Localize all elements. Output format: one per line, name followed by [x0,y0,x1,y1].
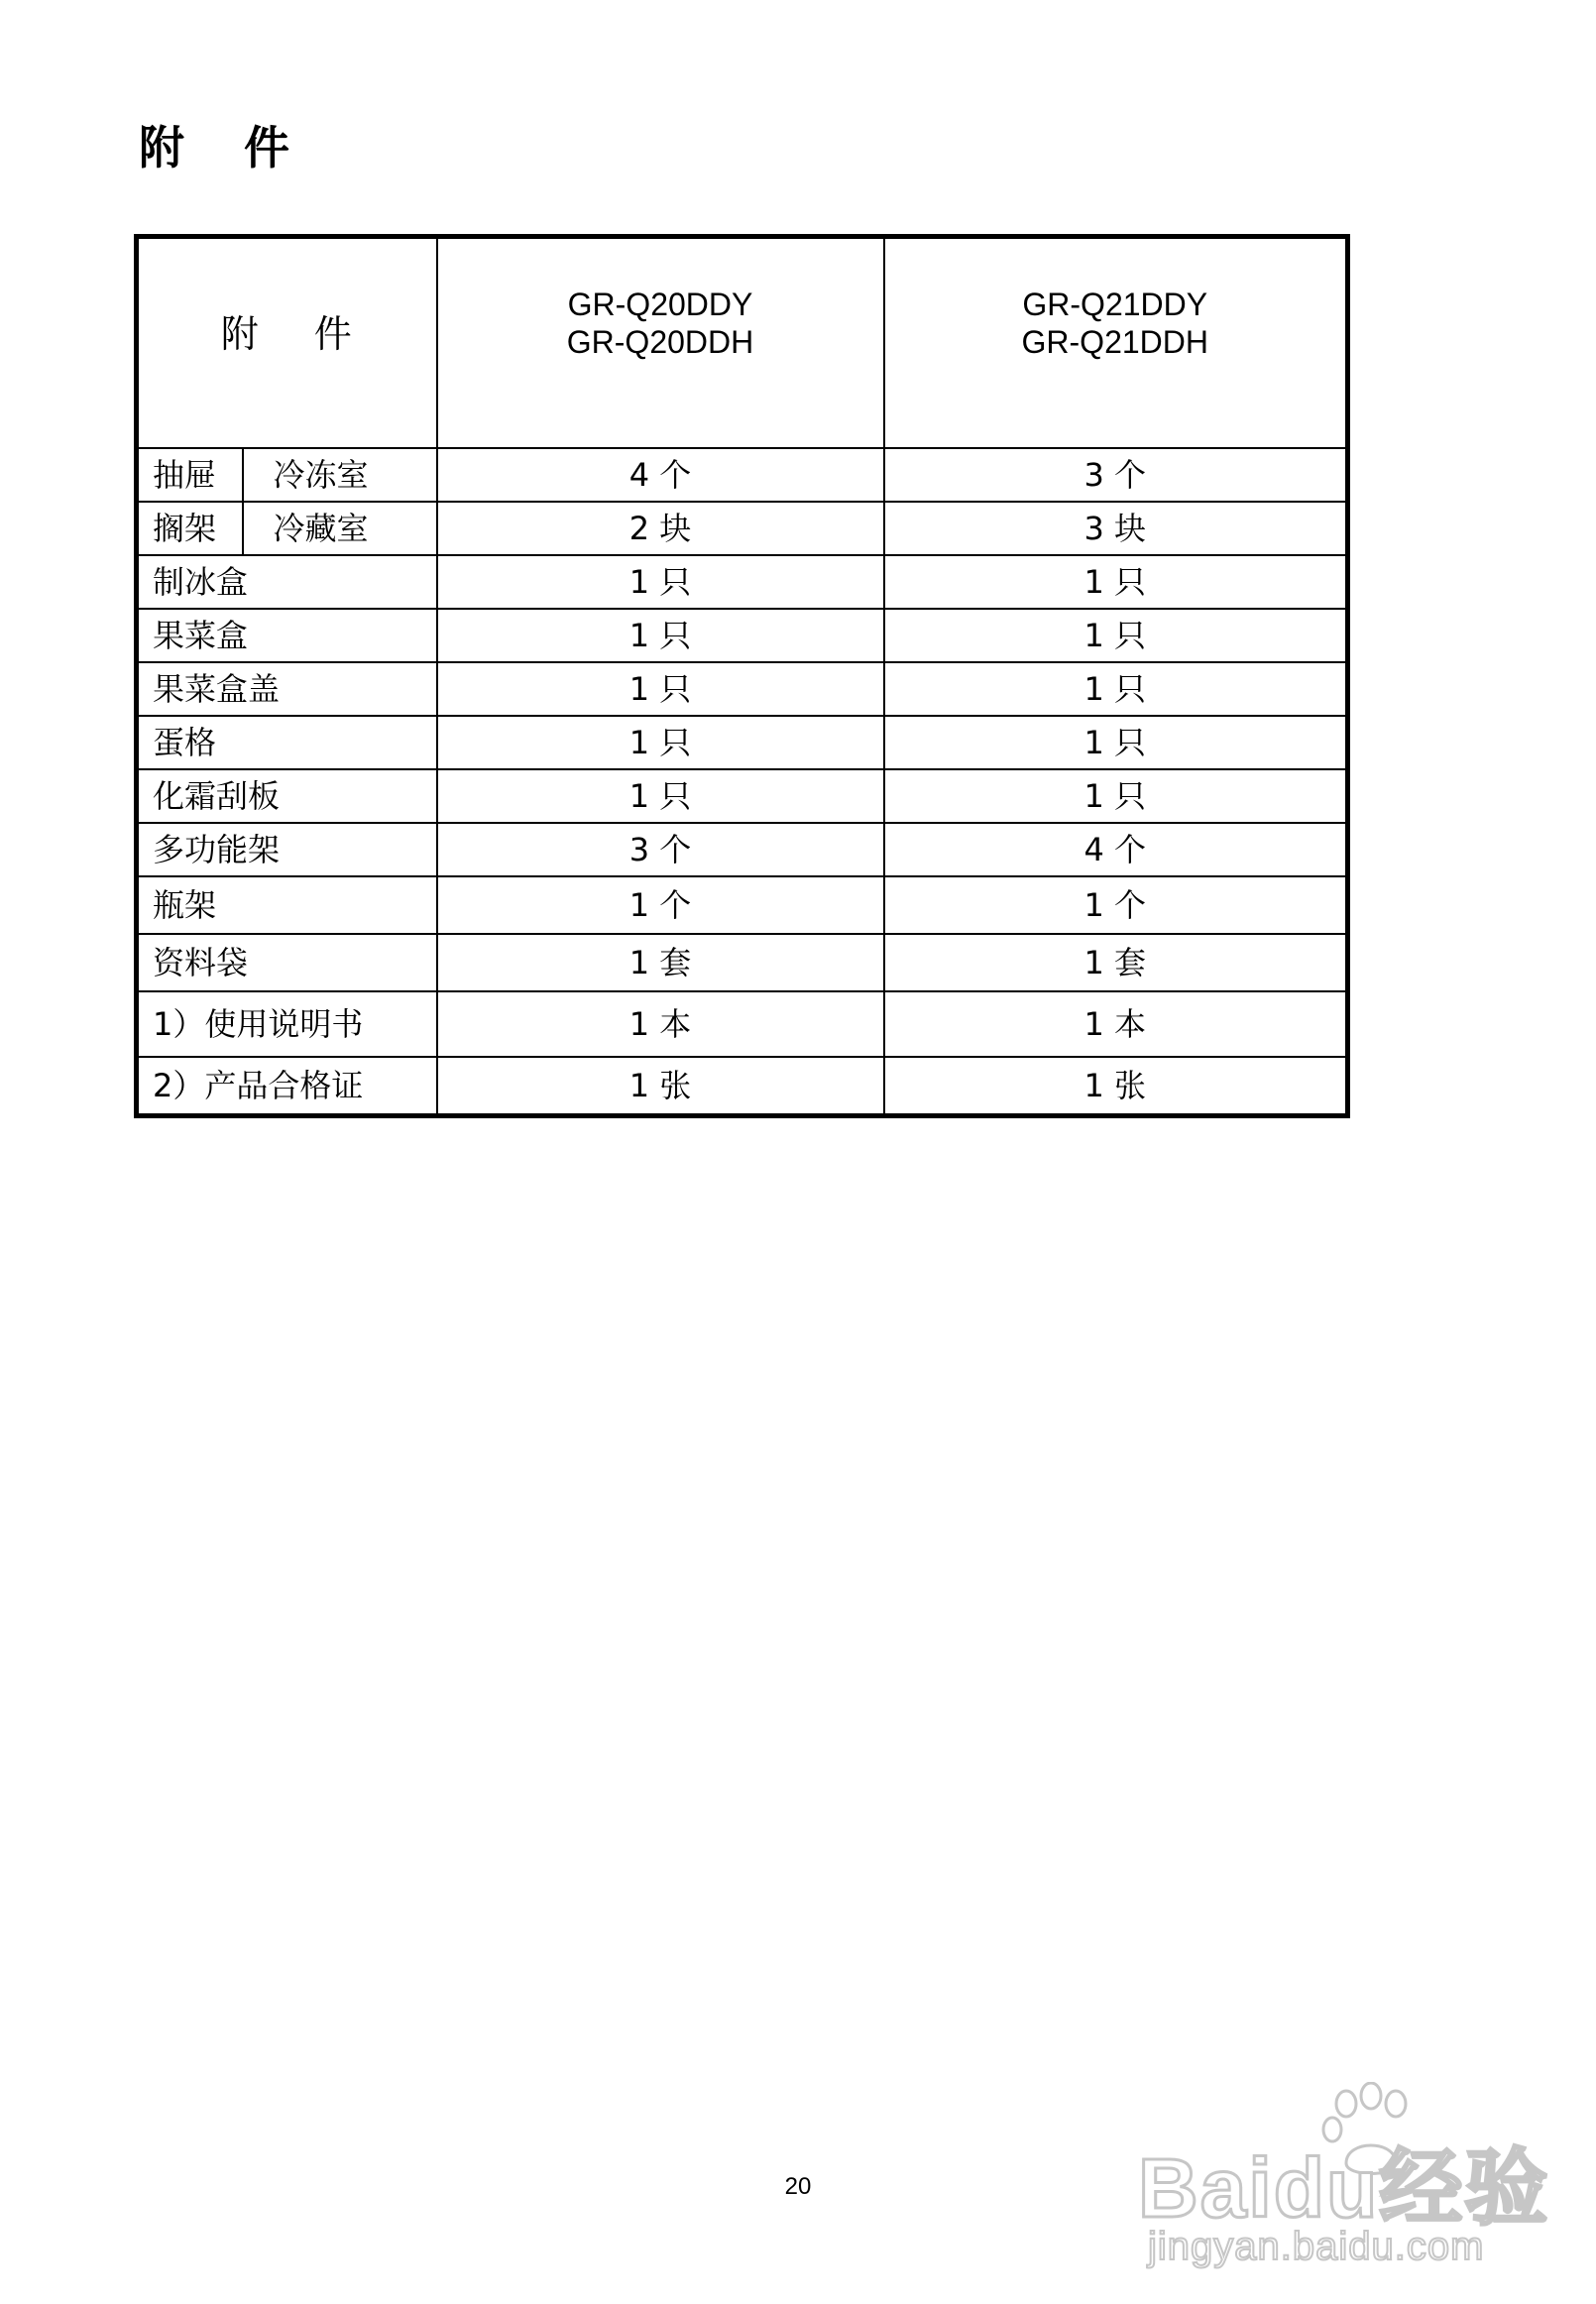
table-row [137,1057,1348,1116]
value-model-b: 3 个 [884,448,1348,502]
item-name: 多功能架 [137,823,437,876]
table-row [137,662,1348,716]
sub-label-fridge: 冷藏室 [243,502,437,555]
table-row [137,555,1348,609]
item-name: 1）使用说明书 [137,991,437,1057]
value-model-b: 1 套 [884,934,1348,991]
header-model-a [437,237,884,449]
item-name: 果菜盒盖 [137,662,437,716]
page-number: 20 [784,2173,812,2200]
watermark-url: jingyan.baidu.com [1148,2225,1485,2268]
value-model-b: 1 个 [884,876,1348,934]
table-row [137,934,1348,991]
value-model-b: 1 只 [884,716,1348,769]
value-model-b: 1 只 [884,662,1348,716]
value-model-b: 3 块 [884,502,1348,555]
value-model-b: 1 张 [884,1057,1348,1116]
table-row [137,991,1348,1057]
value-model-a: 1 本 [437,991,884,1057]
header-model-b [884,237,1348,449]
table-row [137,609,1348,662]
value-model-b: 1 只 [884,769,1348,823]
item-name: 蛋格 [137,716,437,769]
group-label-shelf: 搁架 [137,502,243,555]
value-model-a: 2 块 [437,502,884,555]
item-name: 果菜盒 [137,609,437,662]
value-model-a: 3 个 [437,823,884,876]
page-title: 附 件 [139,121,312,174]
value-model-a: 1 只 [437,716,884,769]
header-accessory-label: 附 件 [137,237,437,449]
value-model-b: 1 只 [884,609,1348,662]
value-model-a: 4 个 [437,448,884,502]
table-row [137,876,1348,934]
baidu-watermark [1138,2082,1574,2280]
model-b-line-1: GR-Q21DDY [1022,286,1208,322]
item-name: 化霜刮板 [137,769,437,823]
accessories-table [134,234,1350,1118]
value-model-a: 1 个 [437,876,884,934]
model-a-line-2: GR-Q20DDH [566,324,754,360]
value-model-a: 1 只 [437,609,884,662]
value-model-a: 1 只 [437,769,884,823]
table-row [137,769,1348,823]
value-model-a: 1 只 [437,555,884,609]
item-name: 2）产品合格证 [137,1057,437,1116]
model-b-line-2: GR-Q21DDH [1021,324,1208,360]
value-model-b: 1 本 [884,991,1348,1057]
table-row [137,716,1348,769]
value-model-a: 1 只 [437,662,884,716]
value-model-b: 1 只 [884,555,1348,609]
sub-label-freezer: 冷冻室 [243,448,437,502]
value-model-b: 4 个 [884,823,1348,876]
table-row [137,448,1348,502]
table-row [137,823,1348,876]
item-name: 资料袋 [137,934,437,991]
table-row [137,502,1348,555]
group-label-drawer: 抽屉 [137,448,243,502]
watermark-brand: Baidu经验 [1138,2141,1550,2235]
item-name: 瓶架 [137,876,437,934]
value-model-a: 1 张 [437,1057,884,1116]
item-name: 制冰盒 [137,555,437,609]
value-model-a: 1 套 [437,934,884,991]
model-a-line-1: GR-Q20DDY [567,286,753,322]
table-header-row [137,237,1348,449]
